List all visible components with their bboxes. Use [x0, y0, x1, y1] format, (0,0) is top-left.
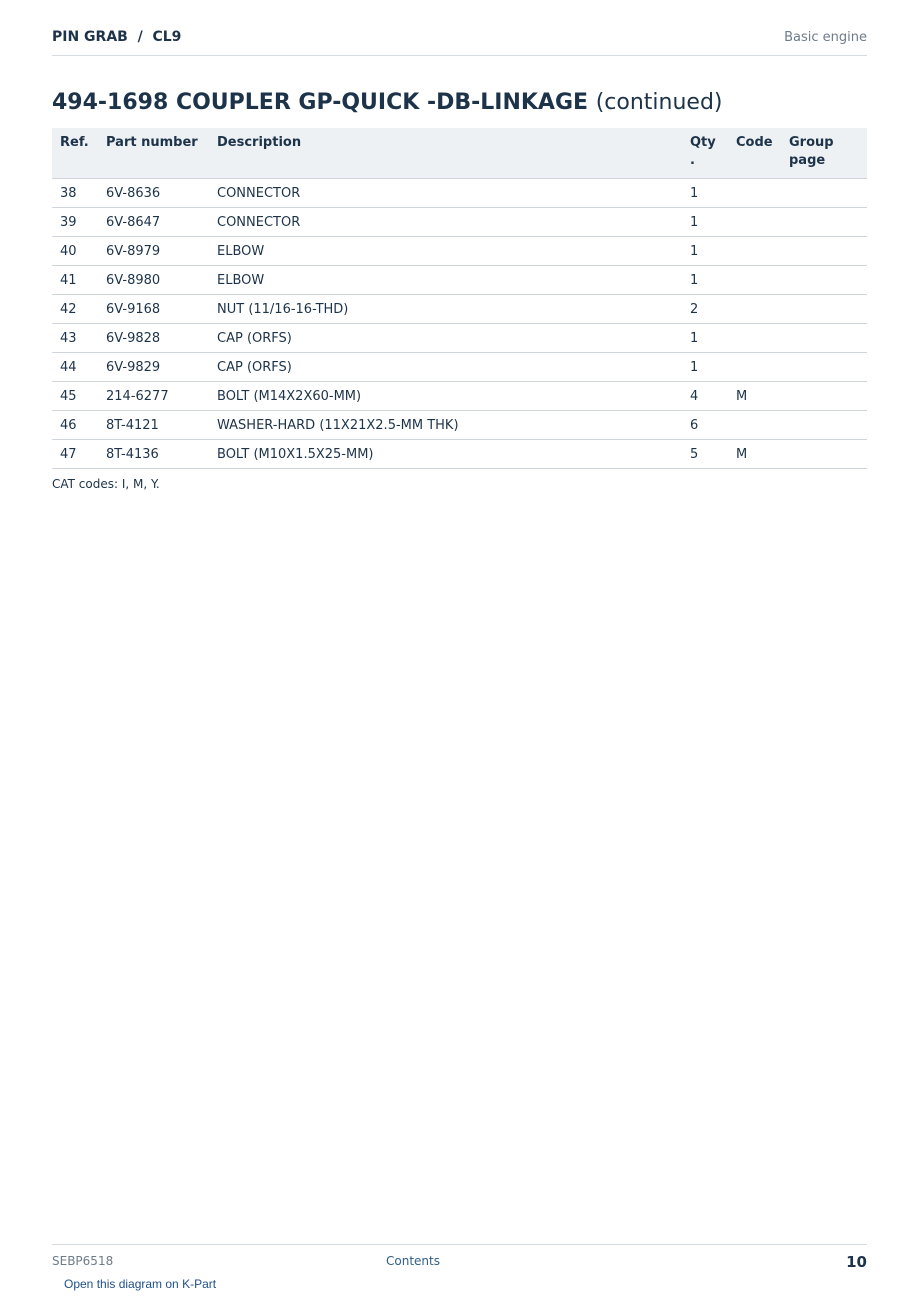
cell-part-number: 6V-9168 — [98, 295, 209, 324]
qty-header-line1: Qty — [690, 135, 716, 150]
table-row — [52, 353, 867, 382]
table-row — [52, 382, 867, 411]
cell-code — [728, 411, 781, 440]
cell-description: ELBOW — [209, 266, 682, 295]
table-row — [52, 208, 867, 237]
cell-ref: 46 — [52, 411, 98, 440]
cell-part-number: 6V-9828 — [98, 324, 209, 353]
cell-part-number: 8T-4136 — [98, 440, 209, 469]
cell-code — [728, 179, 781, 208]
table-row — [52, 179, 867, 208]
cell-part-number: 6V-8979 — [98, 237, 209, 266]
cell-ref: 38 — [52, 179, 98, 208]
cell-ref: 42 — [52, 295, 98, 324]
cell-ref: 40 — [52, 237, 98, 266]
cell-ref: 41 — [52, 266, 98, 295]
table-row — [52, 237, 867, 266]
cell-description: WASHER-HARD (11X21X2.5-MM THK) — [209, 411, 682, 440]
group-header-line1: Group — [789, 135, 834, 150]
cell-code — [728, 208, 781, 237]
section-label: Basic engine — [784, 30, 867, 45]
cell-group-page — [781, 237, 867, 266]
cell-ref: 39 — [52, 208, 98, 237]
cell-qty: 1 — [682, 324, 728, 353]
document-id: SEBP6518 — [52, 1254, 114, 1268]
table-header-row — [52, 128, 867, 179]
cell-description: CONNECTOR — [209, 179, 682, 208]
cell-group-page — [781, 440, 867, 469]
cell-ref: 44 — [52, 353, 98, 382]
cell-qty: 1 — [682, 237, 728, 266]
cell-code: M — [728, 382, 781, 411]
column-header-code: Code — [728, 128, 781, 179]
cell-group-page — [781, 382, 867, 411]
cell-description: NUT (11/16-16-THD) — [209, 295, 682, 324]
cell-description: BOLT (M10X1.5X25-MM) — [209, 440, 682, 469]
cell-description: ELBOW — [209, 237, 682, 266]
cell-code — [728, 324, 781, 353]
cell-code — [728, 295, 781, 324]
cell-qty: 2 — [682, 295, 728, 324]
cell-group-page — [781, 324, 867, 353]
table-row — [52, 266, 867, 295]
cell-qty: 1 — [682, 179, 728, 208]
cell-group-page — [781, 353, 867, 382]
breadcrumb: PIN GRAB / CL9 — [52, 29, 182, 45]
cell-group-page — [781, 179, 867, 208]
cell-code — [728, 266, 781, 295]
cell-part-number: 6V-8636 — [98, 179, 209, 208]
cell-ref: 47 — [52, 440, 98, 469]
open-in-kpart-link[interactable]: Open this diagram on K-Part — [64, 1277, 217, 1291]
cell-part-number: 6V-9829 — [98, 353, 209, 382]
cell-code — [728, 237, 781, 266]
cell-description: CAP (ORFS) — [209, 353, 682, 382]
cell-part-number: 8T-4121 — [98, 411, 209, 440]
column-header-ref: Ref. — [52, 128, 98, 179]
cell-ref: 43 — [52, 324, 98, 353]
column-header-part-number: Part number — [98, 128, 209, 179]
cell-group-page — [781, 208, 867, 237]
title-main: 494-1698 COUPLER GP-QUICK -DB-LINKAGE — [52, 90, 589, 115]
cell-description: CAP (ORFS) — [209, 324, 682, 353]
cell-qty: 6 — [682, 411, 728, 440]
table-row — [52, 324, 867, 353]
page-header — [52, 28, 867, 56]
cat-codes-note: CAT codes: I, M, Y. — [52, 477, 160, 491]
qty-header-line2: . — [690, 153, 695, 168]
table-row — [52, 411, 867, 440]
cell-group-page — [781, 411, 867, 440]
page-number: 10 — [846, 1253, 867, 1271]
cell-part-number: 6V-8980 — [98, 266, 209, 295]
page-title — [52, 88, 723, 118]
cell-qty: 5 — [682, 440, 728, 469]
cell-qty: 4 — [682, 382, 728, 411]
cell-ref: 45 — [52, 382, 98, 411]
column-header-description: Description — [209, 128, 682, 179]
table-row — [52, 295, 867, 324]
table-row — [52, 440, 867, 469]
cell-part-number: 214-6277 — [98, 382, 209, 411]
cell-description: BOLT (M14X2X60-MM) — [209, 382, 682, 411]
cell-code: M — [728, 440, 781, 469]
title-continued: (continued) — [595, 90, 723, 115]
cell-qty: 1 — [682, 266, 728, 295]
cell-qty: 1 — [682, 208, 728, 237]
cell-description: CONNECTOR — [209, 208, 682, 237]
group-header-line2: page — [789, 153, 826, 168]
cell-part-number: 6V-8647 — [98, 208, 209, 237]
cell-code — [728, 353, 781, 382]
cell-group-page — [781, 266, 867, 295]
cell-qty: 1 — [682, 353, 728, 382]
column-header-qty — [682, 128, 728, 179]
column-header-group-page — [781, 128, 867, 179]
parts-table — [52, 128, 867, 469]
contents-link[interactable]: Contents — [386, 1254, 440, 1268]
cell-group-page — [781, 295, 867, 324]
